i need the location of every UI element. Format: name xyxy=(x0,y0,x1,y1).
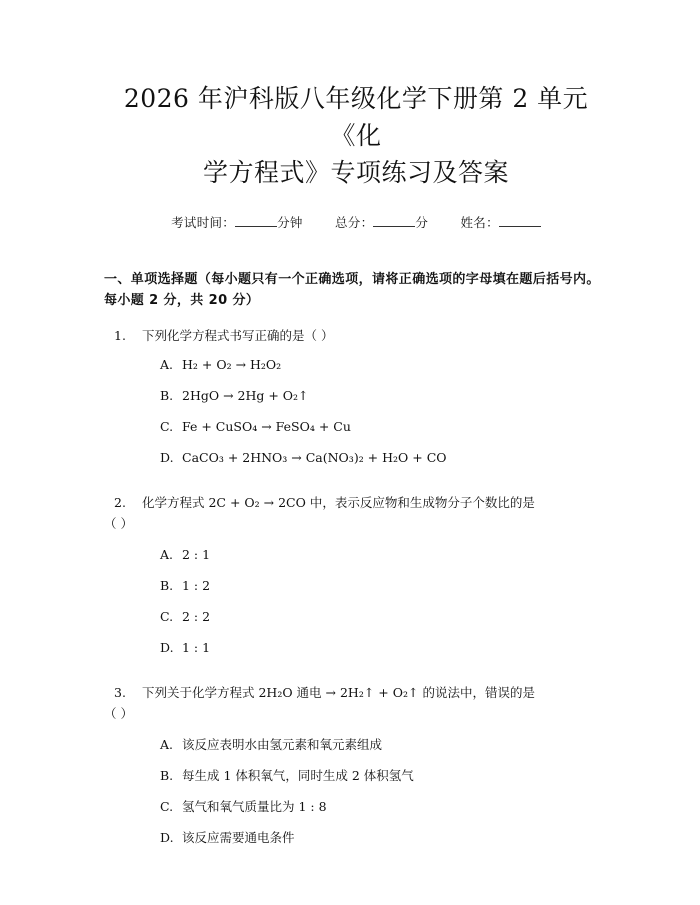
option-letter: A. xyxy=(160,547,174,562)
option-letter: D. xyxy=(160,640,174,655)
option-text: 2 : 1 xyxy=(182,547,211,562)
option-text: H₂ + O₂ → H₂O₂ xyxy=(182,357,282,372)
option-c[interactable] xyxy=(160,606,608,637)
option-text: 2HgO → 2Hg + O₂↑ xyxy=(182,388,309,403)
total-score-label: 总分： xyxy=(335,215,374,230)
option-a[interactable] xyxy=(160,354,608,385)
total-score-field xyxy=(335,215,433,230)
question-text xyxy=(104,682,608,724)
option-text: CaCO₃ + 2HNO₃ → Ca(NO₃)₂ + H₂O + CO xyxy=(182,450,447,465)
section-heading: 一、单项选择题（每小题只有一个正确选项，请将正确选项的字母填在题后括号内。每小题 2 分，共 20 分） xyxy=(104,272,600,308)
option-b[interactable] xyxy=(160,765,608,796)
option-letter: C. xyxy=(160,609,174,624)
question-number: 3. xyxy=(114,685,126,700)
title-line-2: 学方程式》专项练习及答案 xyxy=(202,158,509,187)
option-d[interactable] xyxy=(160,827,608,858)
option-letter: C. xyxy=(160,799,174,814)
option-a[interactable] xyxy=(160,544,608,575)
total-score-unit: 分 xyxy=(415,215,429,230)
exam-time-label: 考试时间： xyxy=(171,215,236,230)
option-c[interactable] xyxy=(160,416,608,447)
option-letter: C. xyxy=(160,419,174,434)
option-a[interactable] xyxy=(160,734,608,765)
name-blank xyxy=(499,214,541,227)
option-b[interactable] xyxy=(160,385,608,416)
option-text: 1 : 2 xyxy=(182,578,211,593)
question-1 xyxy=(104,325,608,478)
question-text xyxy=(104,492,608,534)
title-line-1: 2026 年沪科版八年级化学下册第 2 单元《化 xyxy=(123,84,589,150)
option-text: 每生成 1 体积氧气，同时生成 2 体积氢气 xyxy=(182,768,414,783)
option-b[interactable] xyxy=(160,575,608,606)
option-d[interactable] xyxy=(160,637,608,668)
exam-info-row xyxy=(104,213,608,231)
question-number: 2. xyxy=(114,495,126,510)
option-letter: B. xyxy=(160,388,174,403)
exam-time-blank xyxy=(235,214,277,227)
question-number: 1. xyxy=(114,328,126,343)
option-text: Fe + CuSO₄ → FeSO₄ + Cu xyxy=(182,419,351,434)
exam-time-unit: 分钟 xyxy=(277,215,303,230)
question-stem: 下列关于化学方程式 2H₂O 通电 → 2H₂↑ + O₂↑ 的说法中，错误的是 xyxy=(142,685,535,700)
name-field xyxy=(461,215,541,230)
option-list xyxy=(160,544,608,668)
option-list xyxy=(160,734,608,858)
question-3 xyxy=(104,682,608,858)
total-score-blank xyxy=(373,214,415,227)
option-text: 氢气和氧气质量比为 1 : 8 xyxy=(182,799,327,814)
option-letter: A. xyxy=(160,737,174,752)
option-letter: D. xyxy=(160,830,174,845)
option-list xyxy=(160,354,608,478)
option-c[interactable] xyxy=(160,796,608,827)
option-text: 2 : 2 xyxy=(182,609,211,624)
option-text: 该反应需要通电条件 xyxy=(182,830,295,845)
question-2 xyxy=(104,492,608,668)
option-letter: B. xyxy=(160,578,174,593)
name-label: 姓名： xyxy=(460,215,499,230)
option-letter: B. xyxy=(160,768,174,783)
option-text: 1 : 1 xyxy=(182,640,211,655)
answer-bracket: （ ） xyxy=(104,516,133,531)
option-letter: D. xyxy=(160,450,174,465)
option-letter: A. xyxy=(160,357,174,372)
question-stem: 化学方程式 2C + O₂ → 2CO 中，表示反应物和生成物分子个数比的是 xyxy=(142,495,535,510)
option-text: 该反应表明水由氢元素和氧元素组成 xyxy=(182,737,383,752)
exam-time-field xyxy=(171,215,307,230)
page-title xyxy=(104,80,608,191)
answer-bracket: （ ） xyxy=(104,706,133,721)
question-text xyxy=(104,325,608,346)
option-d[interactable] xyxy=(160,447,608,478)
question-stem: 下列化学方程式书写正确的是（ ） xyxy=(142,328,334,343)
